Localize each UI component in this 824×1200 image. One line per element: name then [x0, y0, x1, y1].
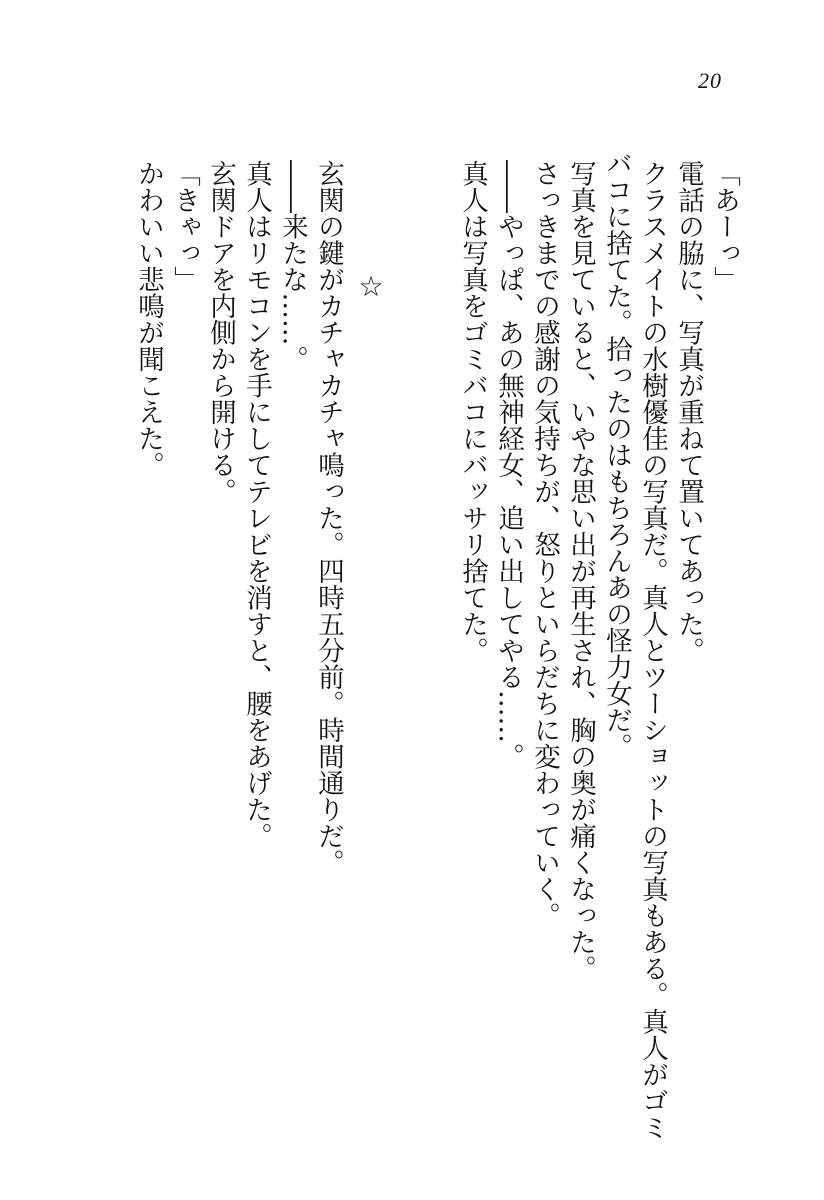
text-line-12: 玄関ドアを内側から開ける。: [205, 160, 236, 505]
text-line-13: 「きゃっ」: [169, 160, 200, 293]
text-line-4: バコに捨てた。拾ったのはもちろんあの怪力女だ。: [601, 150, 632, 760]
text-line-2: 電話の脇に、写真が重ねて置いてあった。: [673, 160, 704, 664]
text-line-6: さっきまでの感謝の気持ちが、怒りといらだちに変わっていく。: [529, 160, 560, 929]
text-line-3: クラスメイトの水樹優佳の写真だ。真人とツーショットの写真もある。真人がゴミ: [637, 160, 668, 1141]
text-line-7: ――やっぱ、あの無神経女、追い出してやる……。: [493, 160, 524, 770]
text-line-10: ――来たな……。: [277, 160, 308, 372]
text-line-11: 真人はリモコンを手にしてテレビを消すと、腰をあげた。: [241, 160, 272, 849]
text-line-5: 写真を見ていると、いやな思い出が再生され、胸の奥が痛くなった。: [565, 160, 596, 982]
text-line-14: かわいい悲鳴が聞こえた。: [133, 160, 164, 478]
text-line-9: 玄関の鍵がカチャカチャ鳴った。四時五分前。時間通りだ。: [313, 160, 344, 876]
page-number: 20: [698, 68, 722, 93]
text-line-1: 「あーっ」: [709, 160, 740, 293]
text-line-8: 真人は写真をゴミバコにバッサリ捨てた。: [457, 160, 488, 664]
scene-break-star: ☆: [358, 270, 384, 303]
